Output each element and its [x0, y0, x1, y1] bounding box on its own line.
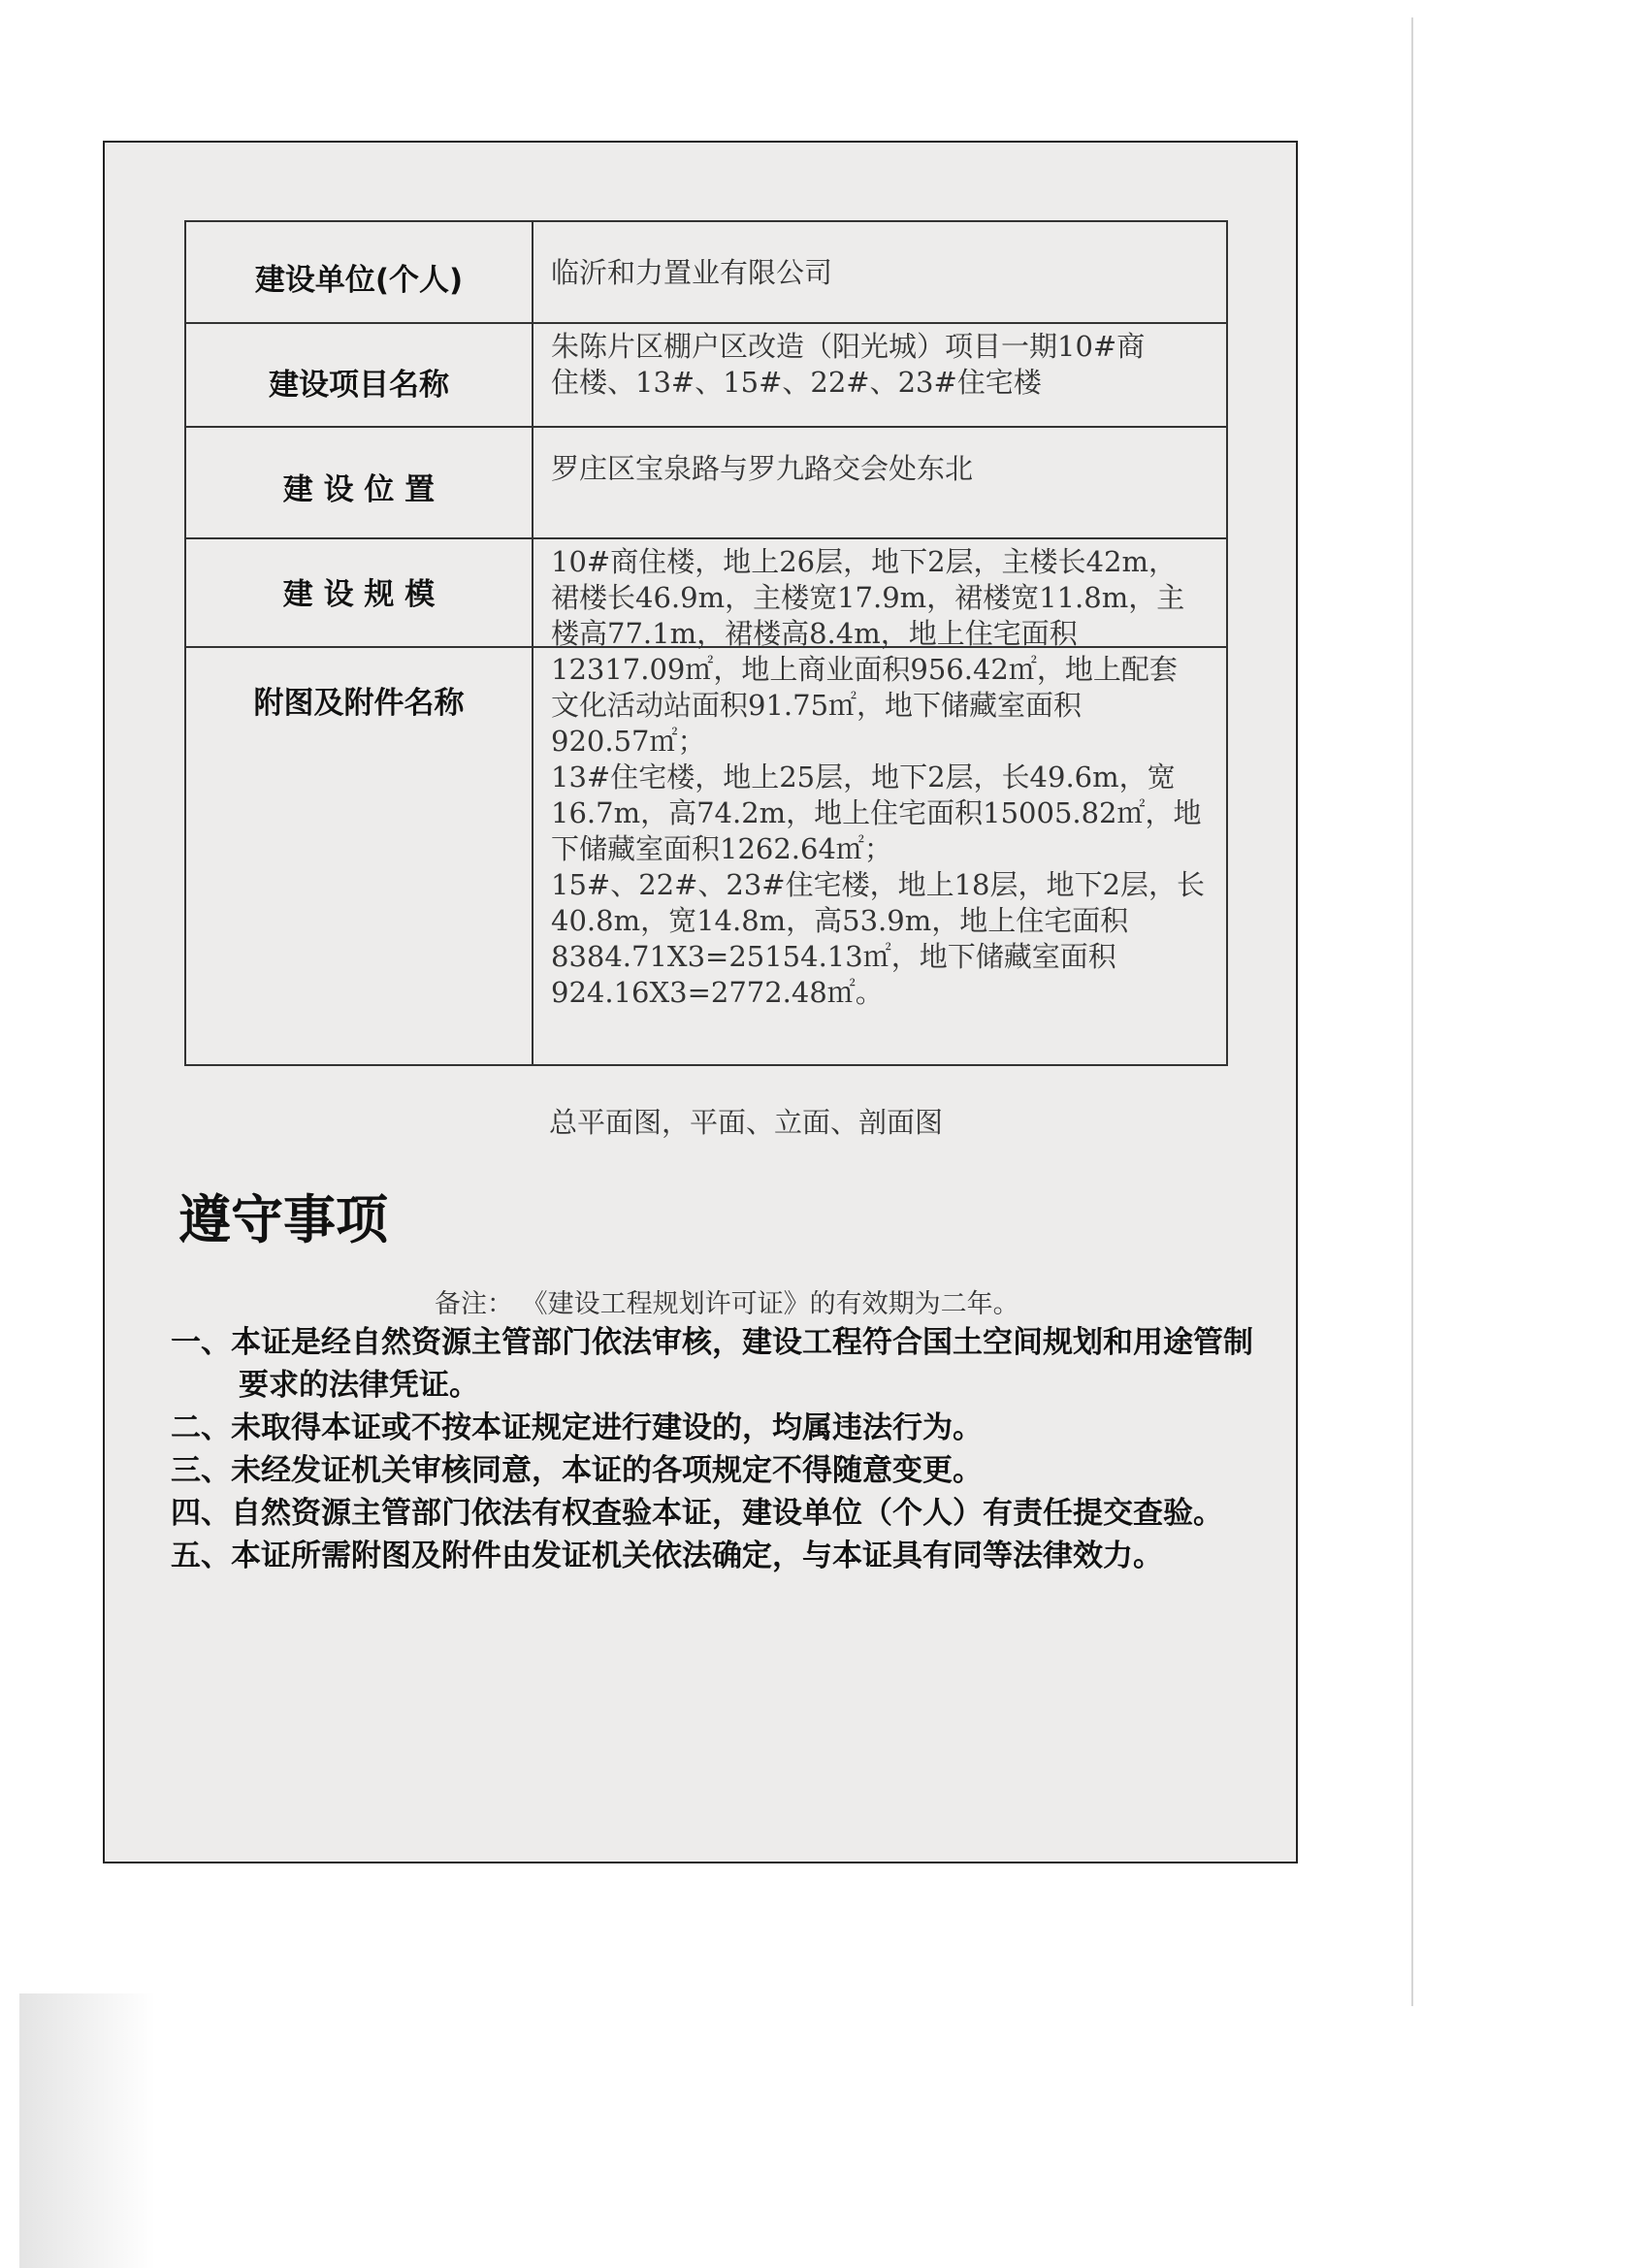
label-scale: 建 设 规 模	[282, 577, 436, 612]
table-row-divider	[186, 537, 1226, 539]
value-line: 13#住宅楼，地上25层，地下2层，长49.6m，宽	[551, 761, 1176, 794]
label-construction-unit: 建设单位(个人)	[254, 263, 464, 298]
certificate-page	[103, 141, 1298, 1863]
rule-item: 三、未经发证机关审核同意，本证的各项规定不得随意变更。	[171, 1453, 983, 1488]
rule-item: 一、本证是经自然资源主管部门依法审核，建设工程符合国土空间规划和用途管制要求的法律凭证。	[171, 1325, 1253, 1403]
scan-edge-line	[1411, 17, 1413, 2006]
value-line: 罗庄区宝泉路与罗九路交会处东北	[551, 452, 974, 485]
value-line: 裙楼长46.9m，主楼宽17.9m，裙楼宽11.8m，主	[551, 581, 1185, 614]
label-project-name: 建设项目名称	[269, 368, 449, 403]
validity-note: 备注： 《建设工程规划许可证》的有效期为二年。	[435, 1289, 1019, 1319]
section-heading: 遵守事项	[178, 1189, 388, 1250]
label-location: 建 设 位 置	[282, 472, 436, 507]
value-scale	[551, 544, 1220, 1011]
table-row-divider	[186, 322, 1226, 324]
value-location	[551, 451, 1220, 487]
table-row-divider	[186, 426, 1226, 428]
project-info-table	[184, 220, 1228, 1066]
value-construction-unit	[551, 255, 1220, 291]
value-line: 920.57㎡；	[551, 725, 706, 758]
value-line: 楼高77.1m，裙楼高8.4m，地上住宅面积	[551, 617, 1078, 650]
value-line: 文化活动站面积91.75㎡，地下储藏室面积	[551, 689, 1083, 722]
value-line: 924.16X3=2772.48㎡。	[551, 976, 884, 1009]
value-line: 临沂和力置业有限公司	[551, 256, 833, 289]
value-line: 8384.71X3=25154.13㎡，地下储藏室面积	[551, 940, 1116, 973]
attachments-text: 总平面图，平面、立面、剖面图	[549, 1106, 944, 1139]
rule-item: 二、未取得本证或不按本证规定进行建设的，均属违法行为。	[171, 1410, 983, 1445]
table-column-divider	[532, 222, 534, 1064]
value-line: 下储藏室面积1262.64㎡；	[551, 832, 892, 865]
value-line: 10#商住楼，地上26层，地下2层，主楼长42m，	[551, 545, 1177, 578]
value-line: 住楼、13#、15#、22#、23#住宅楼	[551, 366, 1042, 399]
rule-item: 五、本证所需附图及附件由发证机关依法确定，与本证具有同等法律效力。	[171, 1539, 1163, 1573]
value-line: 16.7m，高74.2m，地上住宅面积15005.82㎡，地	[551, 796, 1202, 829]
rules-list	[171, 1321, 1257, 1577]
value-line: 15#、22#、23#住宅楼，地上18层，地下2层，长	[551, 868, 1205, 901]
value-line: 40.8m，宽14.8m，高53.9m，地上住宅面积	[551, 904, 1129, 937]
label-attachments: 附图及附件名称	[253, 686, 465, 721]
rule-item: 四、自然资源主管部门依法有权查验本证，建设单位（个人）有责任提交查验。	[171, 1496, 1223, 1531]
value-line: 朱陈片区棚户区改造（阳光城）项目一期10#商	[551, 330, 1146, 363]
scan-shadow	[19, 1993, 155, 2268]
value-line: 12317.09㎡，地上商业面积956.42㎡，地上配套	[551, 653, 1178, 686]
value-project-name	[551, 329, 1220, 401]
